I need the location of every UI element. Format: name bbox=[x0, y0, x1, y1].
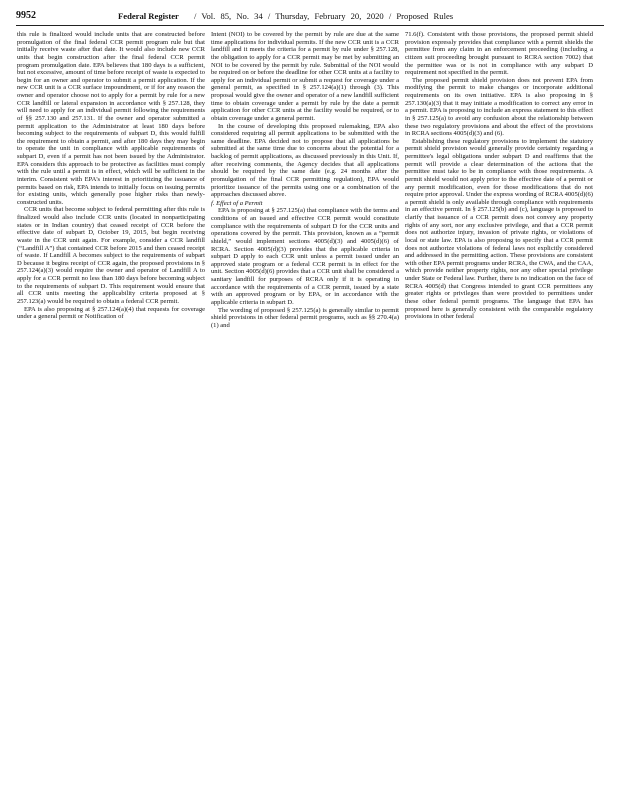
paragraph: 71.6(f). Consistent with those provisions, the proposed permit shield provision expressly provides that compliance with a permit shields the permittee from any claim in an enforcement proceeding (including a citizen suit proceeding brought pursuant to RCRA section 7002) that the permittee was or is not in compliance with any subpart D requirement not specified in the permit. bbox=[405, 31, 593, 77]
text-column-2 bbox=[211, 31, 399, 329]
text-column-1 bbox=[17, 31, 205, 321]
paragraph: EPA is also proposing at § 257.124(a)(4) that requests for coverage under a general permit or Notification of bbox=[17, 305, 205, 321]
paragraph: Intent (NOI) to be covered by the permit by rule are due at the same time applications for individual permits. If the new CCR unit is a CCR landfill and it meets the criteria for a permit by rule under § 257.128, the obligation to apply for a CCR permit may be met by submitting an NOI to be covered by the permit by rule. Submittal of the NOI would be required on or before the deadline for other CCR units at a facility to apply for an individual permit or submit a request for coverage under a general permit, as specified in § 257.124(a)(1) through (3). This proposal would give the owner and operator of a new landfill sufficient time to obtain coverage under a permit by rule by the date a permit application for other CCR units at the facility would be required, or to obtain coverage under a general permit. bbox=[211, 31, 399, 122]
paragraph: CCR units that become subject to federal permitting after this rule is finalized would also include CCR units (located in nonparticipating states or in Indian country) that ceased receipt of CCR before the effective date of subpart D, October 19, 2015, but begin receiving waste in the CCR unit again. For example, consider a CCR landfill (“Landfill A”) that contained CCR before 2015 and then ceased receipt of waste. If Landfill A becomes subject to the requirements of subpart D because it begins receipt of CCR again, the proposed provisions in § 257.124(a)(3) would require the owner and operator of Landfill A to apply for a CCR permit no less than 180 days before becoming subject to the requirements of subpart D. This requirement would ensure that all CCR units meeting the applicability criteria proposed at § 257.123(a) would be required to obtain a federal CCR permit. bbox=[17, 206, 205, 305]
paragraph: Establishing these regulatory provisions to implement the statutory permit shield provision would generally provide certainty regarding a permittee's legal obligations under subpart D and reaffirms that the permit will provide a clear determination of the actions that the permittee must take to be in compliance with those requirements. A permit shield would not apply prior to the effective date of a permit or any permit modification, even for those modifications that do not require prior approval. Under the express wording of RCRA 4005(d)(6) a permit shield is only available through compliance with requirements in an effective permit. In § 257.125(b) and (c), language is proposed to clarify that issuance of a CCR permit does not convey any property rights of any sort, nor any exclusive privilege, and that a CCR permit does not authorize injury, invasion of private rights, or violations of local or state law. EPA is also proposing to specify that a CCR permit does not authorize violations of federal laws not explicitly considered and addressed in the permitting action. These provisions are consistent with other EPA permit programs under RCRA, the CWA, and the CAA, which provide neither property rights, nor any other special privilege under State or Federal law. Further, there is no indication on the face of RCRA 4005(d) that Congress intended to grant CCR permittees any greater rights or privileges than were provided to permittees under these other federal permit programs. The language that EPA has proposed here is generally consistent with the comparable regulatory provisions in other federal bbox=[405, 137, 593, 321]
volume-issue-date: / Vol. 85, No. 34 / Thursday, February 20, 2020 / Proposed Rules bbox=[194, 11, 454, 21]
paragraph: this rule is finalized would include units that are constructed before promulgation of the final federal CCR permit program rule but that initially receive waste after that date. It would also include new CCR units that begin construction after the final federal CCR permit program promulgation date. EPA believes that 180 days is a sufficient, but not excessive, amount of time before receipt of waste is expected to begin for an owner and operator to submit a permit application. If the new CCR unit is a CCR surface impoundment, or if for any reason the owner and operator choose not to apply for a permit by rule for a new CCR landfill or lateral expansion in accordance with § 257.128, they will need to apply for an individual permit following the requirements of §§ 257.130 and 257.131. If the owner and operator submitted a permit application to the Administrator at least 180 days before becoming subject to the requirements of subpart D, this would fulfill the requirement to obtain a permit, and after 180 days they may begin to operate the unit in compliance with applicable requirements of subpart D, even if a permit has not been issued by the Administrator. EPA considers this approach to be protective as facilities must comply with the rule until a permit is in effect, which will be sufficient in the interim. Consistent with EPA's interest in prioritizing the issuance of permits based on risk, EPA intends to initially focus on issuing permits for existing units, which generally pose higher risks than newly-constructed units. bbox=[17, 31, 205, 206]
paragraph: The wording of proposed § 257.125(a) is generally similar to permit shield provisions in other federal permit programs, such as §§ 270.4(a)(1) and bbox=[211, 306, 399, 329]
section-heading: f. Effect of a Permit bbox=[211, 199, 263, 207]
page-number: 9952 bbox=[16, 10, 36, 21]
paragraph: In the course of developing this proposed rulemaking, EPA also considered requiring all permit applications to be submitted with the same deadline. EPA decided not to propose that all applications be submitted at the same time due to concerns about the potential for a backlog of permit applications, as discussed previously in this Unit. If, after receiving comments, the Agency decides that all applications should be required by the same date (e.g. 24 months after the promulgation of the final CCR permitting regulation), EPA would prioritize issuance of the permits using one or a combination of the approaches discussed above. bbox=[211, 122, 399, 199]
running-header bbox=[16, 10, 604, 24]
paragraph: EPA is proposing at § 257.125(a) that compliance with the terms and conditions of an issued and effective CCR permit would constitute compliance with the requirements of subpart D for the CCR units and operations covered by the permit. This provision, known as a “permit shield,” would implement sections 4005(d)(3) and 4005(d)(6) of RCRA. Section 4005(d)(3) provides that the applicable criteria in subpart D apply to each CCR unit unless a permit issued under an approved state program or a federal CCR permit is in effect for the unit. Section 4005(d)(6) provides that a CCR unit shall be considered a sanitary landfill for purposes of RCRA only if it is operating in accordance with the requirements of a CCR permit, issued by a state with an approved program or by EPA, or in accordance with the applicable criteria in subpart D. bbox=[211, 207, 399, 306]
header-rule bbox=[16, 25, 604, 26]
text-column-3 bbox=[405, 31, 593, 321]
paragraph: The proposed permit shield provision does not prevent EPA from modifying the permit to make changes or incorporate additional requirements on its own initiative. EPA is also proposing in § 257.130(a)(3) that it may initiate a modification to correct any error in a permit. EPA is proposing to include an express statement to this effect in § 257.125(a) to avoid any confusion about the relationship between these two regulatory provisions and about the effect of the provisions in RCRA sections 4005(d)(3) and (6). bbox=[405, 76, 593, 138]
journal-name: Federal Register bbox=[118, 11, 179, 21]
